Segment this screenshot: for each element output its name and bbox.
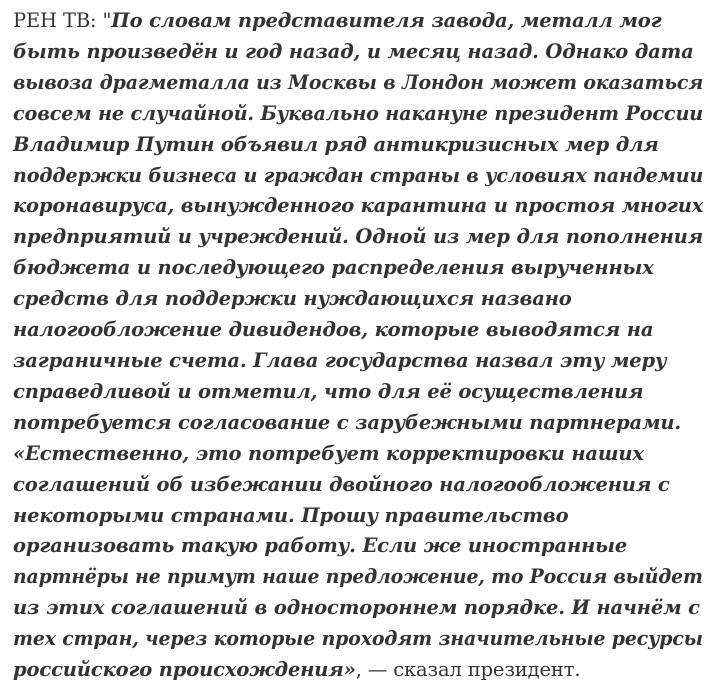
text-line: «Естественно, это потребует корректировки наших: [13, 441, 644, 465]
source-label: РЕН ТВ: ": [13, 9, 112, 32]
text-line: из этих соглашений в одностороннем порядке. И начнём с: [13, 596, 700, 620]
text-line: организовать такую работу. Если же иностранные: [13, 534, 628, 558]
text-line: бюджета и последующего распределения вырученных: [13, 256, 654, 280]
text-line: справедливой и отметил, что для её осуществления: [13, 379, 644, 403]
text-line: некоторыми странами. Прошу правительство: [13, 503, 569, 527]
text-line: предприятий и учреждений. Одной из мер для пополнения: [13, 225, 704, 249]
text-line: [13, 6, 703, 37]
text-line: партнёры не примут наше предложение, то Россия выйдет: [13, 565, 703, 589]
text-line: коронавируса, вынужденного карантина и простоя многих: [13, 194, 704, 218]
quote-text: По словам представителя завода, металл мог: [111, 9, 662, 32]
quote-text: российского происхождения»: [13, 658, 356, 682]
text-line: поддержки бизнеса и граждан страны в условиях пандемии: [13, 163, 704, 187]
text-line: совсем не случайной. Буквально накануне президент России: [13, 101, 704, 125]
text-line: вывоза драгметалла из Москвы в Лондон может оказаться: [13, 70, 704, 94]
text-line: потребуется согласование с зарубежными партнерами.: [13, 410, 682, 434]
text-line: заграничные счета. Глава государства назвал эту меру: [13, 348, 667, 372]
text-line: средств для поддержки нуждающихся названо: [13, 287, 572, 311]
text-line: [13, 655, 703, 686]
text-line: налогообложение дивидендов, которые выводятся на: [13, 318, 654, 342]
article-text: [13, 6, 703, 686]
text-line: быть произведён и год назад, и месяц назад. Однако дата: [13, 39, 694, 63]
text-line: тех стран, через которые проходят значительные ресурсы: [13, 627, 703, 651]
text-line: соглашений об избежании двойного налогообложения с: [13, 472, 670, 496]
text-line: Владимир Путин объявил ряд антикризисных мер для: [13, 132, 659, 156]
closing-attribution: , — сказал президент.: [355, 658, 581, 682]
